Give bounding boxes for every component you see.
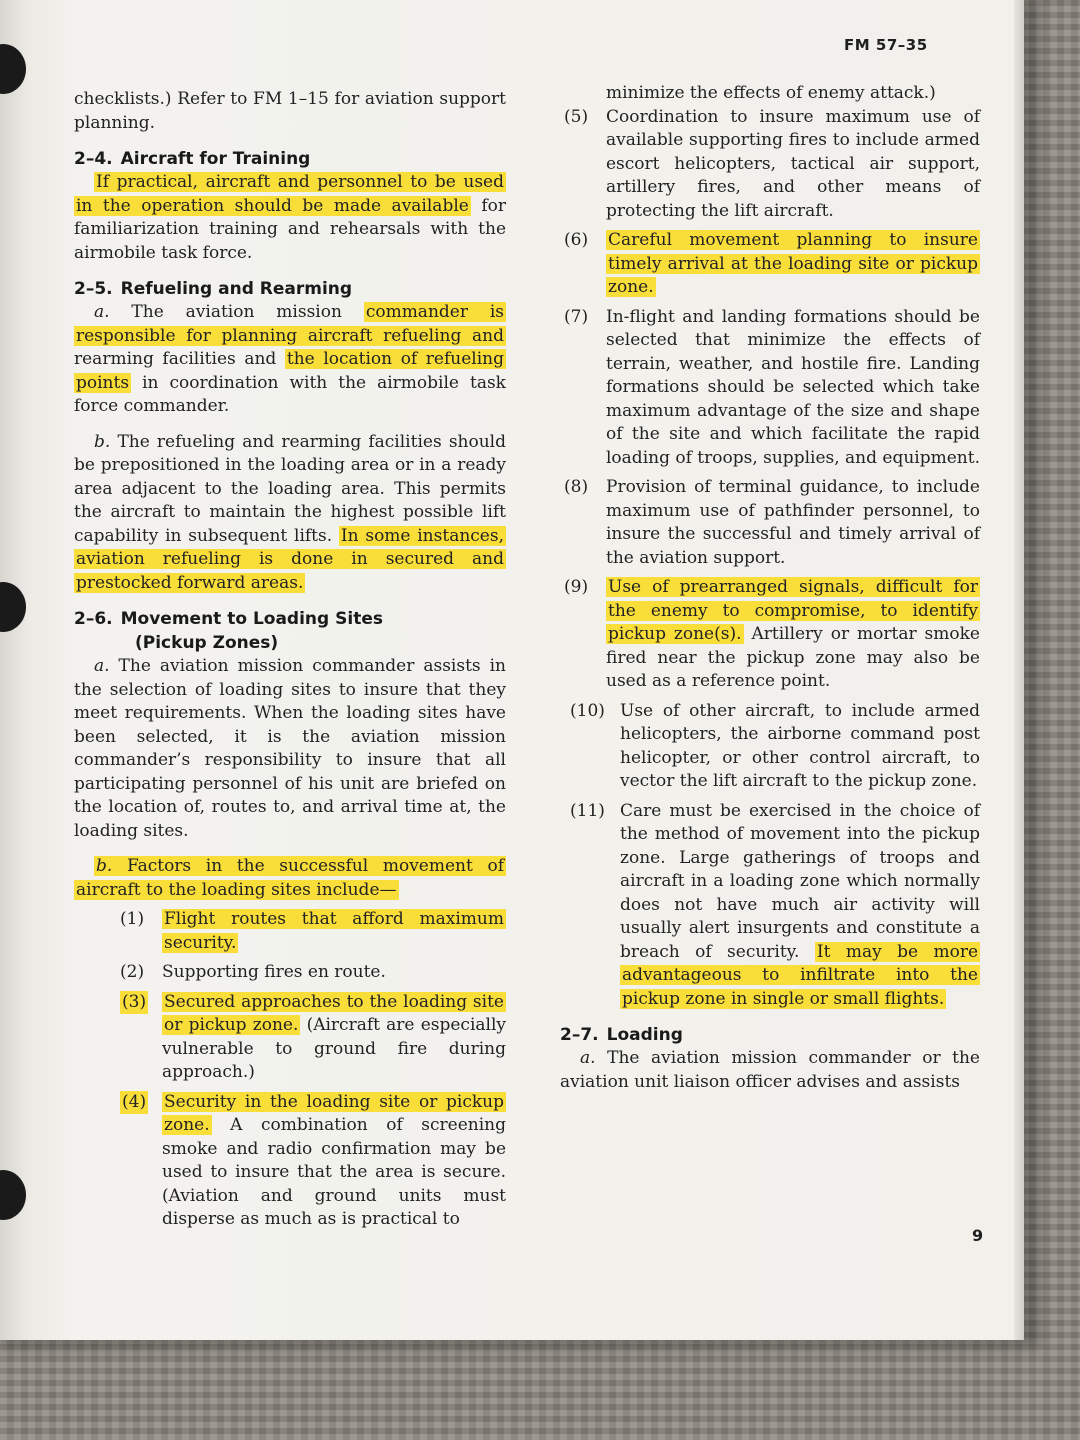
highlighted-text: Security in the loading site or pickup zone. <box>164 1091 504 1135</box>
body-text: for familiarization training and rehearsals with the airmobile task force. <box>74 195 507 263</box>
body-text: in coordination with the airmobile task force commander. <box>74 372 506 416</box>
paragraph-2-4 <box>74 171 506 265</box>
paragraph-2-6-a <box>74 655 506 843</box>
section-number: 2–5. <box>74 279 113 299</box>
section-number: 2–6. <box>74 609 113 629</box>
item-number: (5) <box>564 106 589 127</box>
section-title: Refueling and Rearming <box>120 279 353 299</box>
paragraph-letter: a. <box>94 656 110 676</box>
item-number: (7) <box>564 306 589 327</box>
list-item <box>560 306 980 471</box>
list-item <box>560 576 980 694</box>
intro-paragraph: checklists.) Refer to FM 1–15 for aviation support planning. <box>74 89 506 133</box>
section-heading-2-5 <box>74 277 506 301</box>
list-item <box>74 991 506 1085</box>
body-text: Use of other aircraft, to include armed helicopters, the airborne command post helicopter, or other control aircraft, to vector the lift aircraft to the pickup zone. <box>620 700 980 791</box>
paragraph-2-5-a <box>74 301 506 419</box>
section-heading-2-7 <box>560 1023 980 1047</box>
item-number: (11) <box>570 800 605 821</box>
list-item <box>560 800 980 1012</box>
page-edge <box>1014 0 1024 1340</box>
body-text: The aviation mission <box>109 302 364 322</box>
paragraph-2-5-b <box>74 431 506 596</box>
paragraph-letter: a. <box>580 1048 596 1068</box>
binder-hole-top <box>0 44 26 94</box>
section-heading-2-4 <box>74 147 506 171</box>
highlighted-text: It may be more advantageous to infiltrate into the pickup zone in single or small flights. <box>622 941 979 1009</box>
item-number: (9) <box>564 577 589 597</box>
body-text: The aviation mission commander or the aviation unit liaison officer advises and assists <box>560 1048 980 1092</box>
binder-hole-middle <box>0 582 26 632</box>
binder-hole-bottom <box>0 1170 26 1220</box>
body-text: The aviation mission commander assists in the selection of loading sites to insure that they meet requirements. When the loading sites have been selected, it is the aviation mission commander’s responsibility to insure that all participating personnel of his unit are briefed on the location of, routes to, and arrival time at, the loading sites. <box>74 656 506 841</box>
section-number: 2–7. <box>560 1025 599 1045</box>
body-text: rearming facilities and <box>74 349 285 369</box>
item-number: (4) <box>120 1091 148 1115</box>
highlighted-text: the location of refueling points <box>76 349 504 393</box>
highlighted-text <box>74 856 506 900</box>
highlighted-text: If practical, aircraft and personnel to be used in the operation should be made available <box>76 172 504 216</box>
continued-text <box>560 82 980 106</box>
item-number: (6) <box>564 230 589 250</box>
left-column <box>74 88 506 1232</box>
section-title-continued: (Pickup Zones) <box>135 633 279 653</box>
item-number: (2) <box>120 962 145 982</box>
body-text: Provision of terminal guidance, to include maximum use of pathfinder personnel, to insure the successful and timely arrival of the aviation support. <box>606 477 980 568</box>
body-text: Factors in the successful movement of aircraft to the loading sites include— <box>76 856 504 900</box>
section-title: Movement to Loading Sites <box>120 609 383 629</box>
running-header: FM 57–35 <box>844 36 928 54</box>
body-text: Artillery or mortar smoke fired near the pickup zone may also be used as a reference point. <box>606 624 980 691</box>
list-item <box>74 961 506 985</box>
paragraph-letter: a. <box>94 302 110 322</box>
right-column <box>560 82 980 1094</box>
item-number: (10) <box>570 700 605 721</box>
section-heading-2-6 <box>74 607 506 655</box>
page-number: 9 <box>972 1226 984 1245</box>
body-text: A combination of screening smoke and radio confirmation may be used to insure that the area is secure. (Aviation and ground units must disperse as much as is practical to <box>162 1115 506 1229</box>
highlighted-text: Secured approaches to the loading site or pickup zone. <box>164 991 504 1035</box>
item-number: (1) <box>120 909 145 929</box>
body-text: Coordination to insure maximum use of available supporting fires to include armed escort helicopters, tactical air support, artillery fires, and other means of protecting the lift aircraft. <box>606 106 980 221</box>
list-item <box>74 908 506 955</box>
body-text: Care must be exercised in the choice of the method of movement into the pickup zone. Large gatherings of troops and aircraft in a loading zone which normally does not have much air activity will usually alert insurgents and constitute a breach of security. <box>620 800 980 962</box>
highlighted-text: Use of prearranged signals, difficult for the enemy to compromise, to identify pickup zone(s). <box>608 577 978 644</box>
list-item <box>74 1091 506 1232</box>
body-text: In-flight and landing formations should be selected that minimize the effects of terrain, weather, and hostile fire. Landing formations should be selected which take maximum advantage of the size and shape of the site and which facilitate the rapid loading of troops, supplies, and equipment. <box>606 306 980 468</box>
paragraph-letter: b. <box>94 431 111 452</box>
body-text: Supporting fires en route. <box>162 962 386 982</box>
list-item <box>560 106 980 224</box>
item-number: (8) <box>564 477 589 497</box>
list-item <box>560 229 980 300</box>
body-text: The refueling and rearming facilities should be prepositioned in the loading area or in a ready area adjacent to the loading area. This permits the aircraft to maintain the highest possible lift capability in subsequent lifts. <box>74 431 506 546</box>
highlighted-text: In some instances, aviation refueling is done in secured and prestocked forward areas. <box>76 525 504 593</box>
paragraph-2-7-a <box>560 1047 980 1094</box>
list-item <box>560 476 980 570</box>
highlighted-text: commander is responsible for planning aircraft refueling and <box>76 302 505 346</box>
section-title: Loading <box>606 1025 683 1045</box>
paragraph-letter: b. <box>96 856 113 876</box>
body-text: (Aircraft are especially vulnerable to ground fire during approach.) <box>162 1015 506 1082</box>
section-title: Aircraft for Training <box>120 149 311 169</box>
body-text: minimize the effects of enemy attack.) <box>606 83 936 103</box>
section-number: 2–4. <box>74 149 113 169</box>
highlighted-text: Flight routes that afford maximum security. <box>164 909 504 953</box>
item-number: (3) <box>120 991 148 1015</box>
list-item <box>560 700 980 794</box>
paragraph-2-6-b <box>74 855 506 902</box>
highlighted-text: Careful movement planning to insure timely arrival at the loading site or pickup zone. <box>608 230 978 297</box>
